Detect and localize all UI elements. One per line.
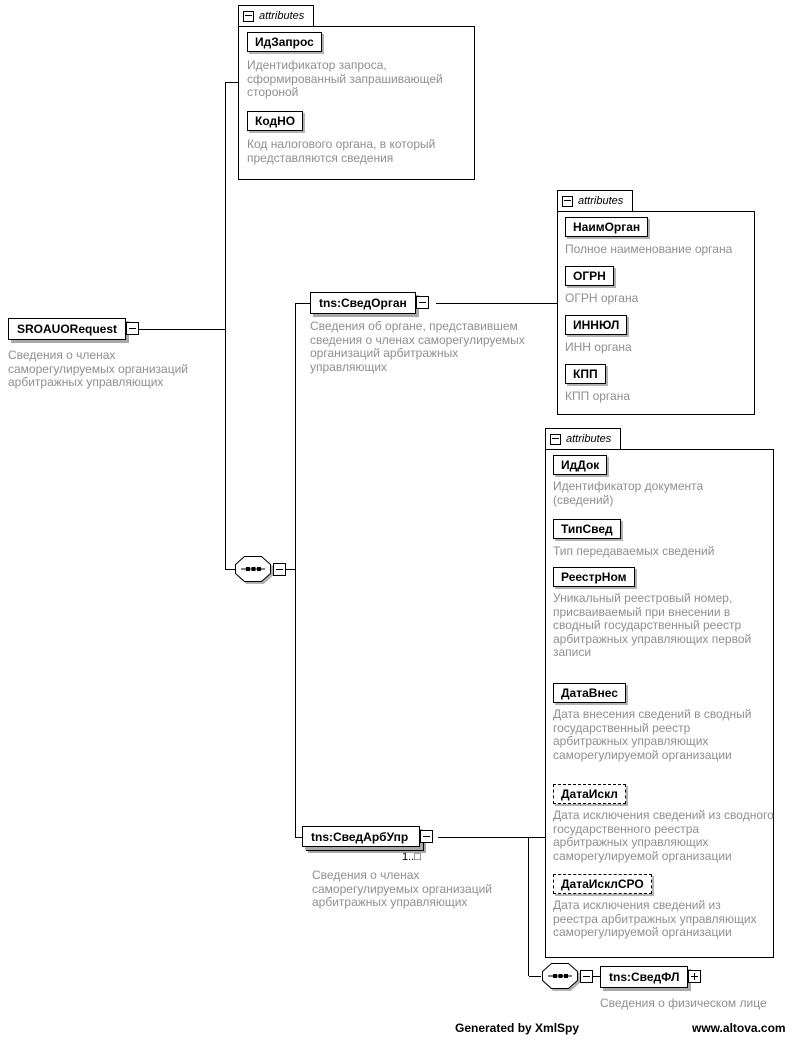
expand-icon[interactable] [688, 970, 701, 983]
element-sroauorequest[interactable] [8, 318, 126, 340]
attributes-label: attributes [578, 195, 624, 207]
element-svedarbupr-annotation: Сведения о членах саморегулируемых организаций арбитражных управляющих [312, 868, 492, 909]
connector-org-in [296, 303, 310, 304]
connector-trunk2-vertical [295, 303, 296, 838]
collapse-icon[interactable] [273, 563, 286, 576]
connector-org-attributes [436, 303, 557, 304]
generated-by-label: Generated by XmlSpy [455, 1021, 580, 1035]
connector-seq1-out [286, 569, 295, 570]
connector-root-horizontal [139, 329, 226, 330]
attribute-reestrnom-annotation: Уникальный реестровый номер, присваиваемый при внесении в сводный государственный реестр арбитражных управляющих первой записи [553, 591, 752, 659]
collapse-attributes-icon[interactable] [550, 434, 561, 445]
attribute-kpp-annotation: КПП органа [565, 389, 631, 403]
occurrence-indicator: 1..□ [402, 851, 421, 863]
collapse-attributes-icon[interactable] [562, 196, 573, 207]
connector-trunk1-vertical [225, 82, 226, 570]
attribute-idzapros[interactable]: ИдЗапрос [247, 32, 322, 52]
connector-seq2-in [529, 976, 541, 977]
connector-au-down-vertical [528, 837, 529, 976]
attribute-tipsved-annotation: Тип передаваемых сведений [553, 544, 715, 558]
element-sroauorequest-label: SROAUORequest [17, 322, 118, 336]
sequence-icon[interactable] [541, 962, 579, 995]
element-svedfl[interactable] [600, 966, 688, 988]
attribute-ogrn[interactable]: ОГРН [565, 266, 614, 286]
attribute-idzapros-annotation: Идентификатор запроса, сформированный запрашивающей стороной [247, 58, 443, 99]
attribute-iddok[interactable]: ИдДок [553, 455, 607, 475]
collapse-icon[interactable] [580, 970, 593, 983]
au-attributes-tab [545, 428, 621, 450]
element-svedfl-annotation: Сведения о физическом лице [600, 996, 767, 1010]
element-svedorgan-label: tns:СведОрган [319, 296, 407, 310]
element-svedorgan-annotation: Сведения об органе, представившем сведения о членах саморегулируемых организаций арбитражных управляющих [310, 319, 525, 374]
attribute-datavnes[interactable]: ДатаВнес [553, 683, 626, 703]
collapse-attributes-icon[interactable] [243, 11, 254, 22]
attribute-reestrnom[interactable]: РеестрНом [553, 567, 635, 587]
root-attributes-tab [238, 5, 314, 27]
sequence-icon[interactable] [234, 555, 272, 588]
attribute-kodno[interactable]: КодНО [247, 111, 303, 131]
attribute-dataiskl-annotation: Дата исключения сведений из сводного государственного реестра арбитражных управляющих саморегулируемой организации [553, 808, 774, 863]
collapse-icon[interactable] [420, 830, 433, 843]
attributes-label: attributes [566, 433, 612, 445]
attribute-dataiskl[interactable]: ДатаИскл [553, 784, 626, 804]
element-svedfl-label: tns:СведФЛ [609, 970, 680, 984]
connector-root-attributes [226, 82, 238, 83]
attribute-ogrn-annotation: ОГРН органа [565, 291, 639, 305]
element-svedarbupr-label: tns:СведАрбУпр [311, 830, 409, 844]
collapse-icon[interactable] [126, 322, 139, 335]
attribute-datavnes-annotation: Дата внесения сведений в сводный государственный реестр арбитражных управляющих саморегулируемой организации [553, 707, 752, 762]
attribute-innyul-annotation: ИНН органа [565, 340, 632, 354]
org-attributes-tab [557, 190, 633, 212]
connector-seq2-out [593, 976, 600, 977]
attributes-label: attributes [259, 10, 305, 22]
element-svedarbupr[interactable] [302, 826, 420, 847]
collapse-icon[interactable] [416, 296, 429, 309]
element-sroauorequest-annotation: Сведения о членах саморегулируемых организаций арбитражных управляющих [8, 348, 188, 389]
altova-link[interactable]: www.altova.com [692, 1021, 786, 1035]
attribute-innyul[interactable]: ИННЮЛ [565, 315, 627, 335]
attribute-tipsved[interactable]: ТипСвед [553, 519, 621, 539]
attribute-dataisklsro-annotation: Дата исключения сведений из реестра арбитражных управляющих саморегулируемой организации [553, 898, 757, 939]
attribute-kpp[interactable]: КПП [565, 364, 606, 384]
attribute-dataisklsro[interactable]: ДатаИсклСРО [553, 874, 652, 894]
attribute-iddok-annotation: Идентификатор документа (сведений) [553, 479, 704, 507]
attribute-kodno-annotation: Код налогового органа, в который представляются сведения [247, 137, 436, 165]
attribute-naimorgan[interactable]: НаимОрган [565, 217, 648, 237]
attribute-naimorgan-annotation: Полное наименование органа [565, 242, 733, 256]
element-svedorgan[interactable] [310, 292, 416, 314]
